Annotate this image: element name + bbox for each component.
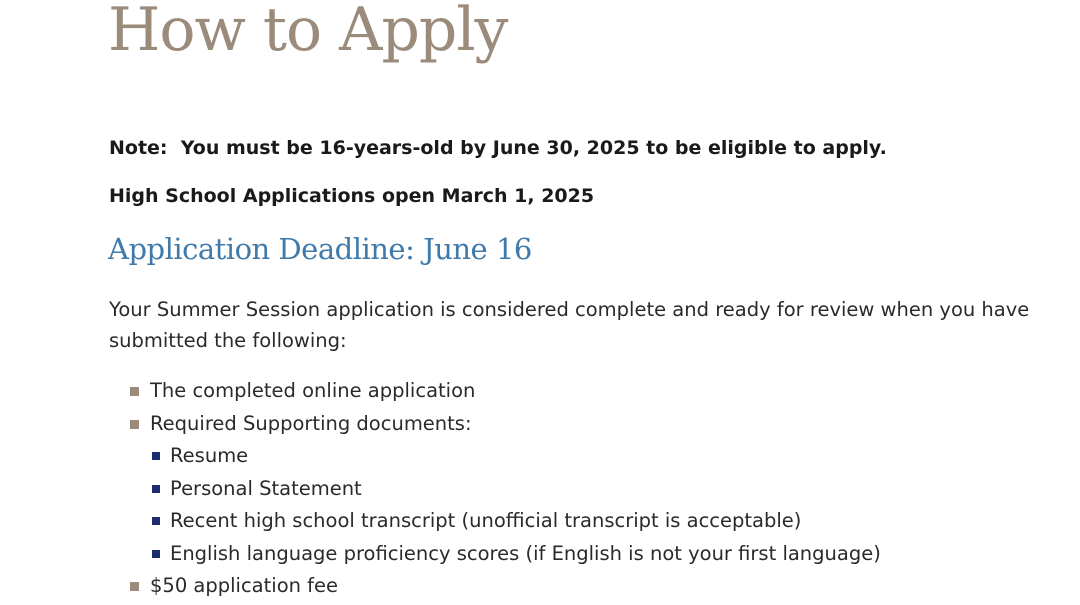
list-item — [150, 505, 881, 538]
square-bullet-icon — [130, 420, 139, 429]
eligibility-note: Note: You must be 16-years-old by June 30, 2025 to be eligible to apply. — [109, 137, 887, 159]
list-item — [130, 408, 881, 571]
list-item — [130, 570, 881, 603]
document-label: Resume — [170, 444, 249, 467]
intro-paragraph: Your Summer Session application is considered complete and ready for review when you have submitted the following: — [109, 298, 1030, 352]
page-title: How to Apply — [108, 0, 508, 65]
square-bullet-icon — [130, 387, 139, 396]
requirement-label: $50 application fee — [150, 574, 339, 597]
deadline-heading: Application Deadline: June 16 — [108, 232, 532, 266]
list-item — [150, 538, 881, 571]
list-item — [150, 440, 881, 473]
list-item — [130, 375, 881, 408]
square-bullet-icon — [152, 485, 160, 493]
square-bullet-icon — [152, 452, 160, 460]
list-item — [150, 473, 881, 506]
document-label: Recent high school transcript (unofficial transcript is acceptable) — [170, 509, 802, 532]
square-bullet-icon — [152, 550, 160, 558]
document-label: Personal Statement — [170, 476, 362, 500]
requirement-label: Required Supporting documents: — [150, 411, 472, 435]
document-label: English language proficiency scores (if English is not your first language) — [170, 541, 881, 565]
square-bullet-icon — [152, 517, 160, 525]
requirements-list — [130, 375, 881, 603]
supporting-documents-list — [150, 440, 881, 570]
requirement-label: The completed online application — [150, 379, 476, 402]
applications-open-date: High School Applications open March 1, 2025 — [109, 185, 595, 207]
square-bullet-icon — [130, 582, 139, 591]
